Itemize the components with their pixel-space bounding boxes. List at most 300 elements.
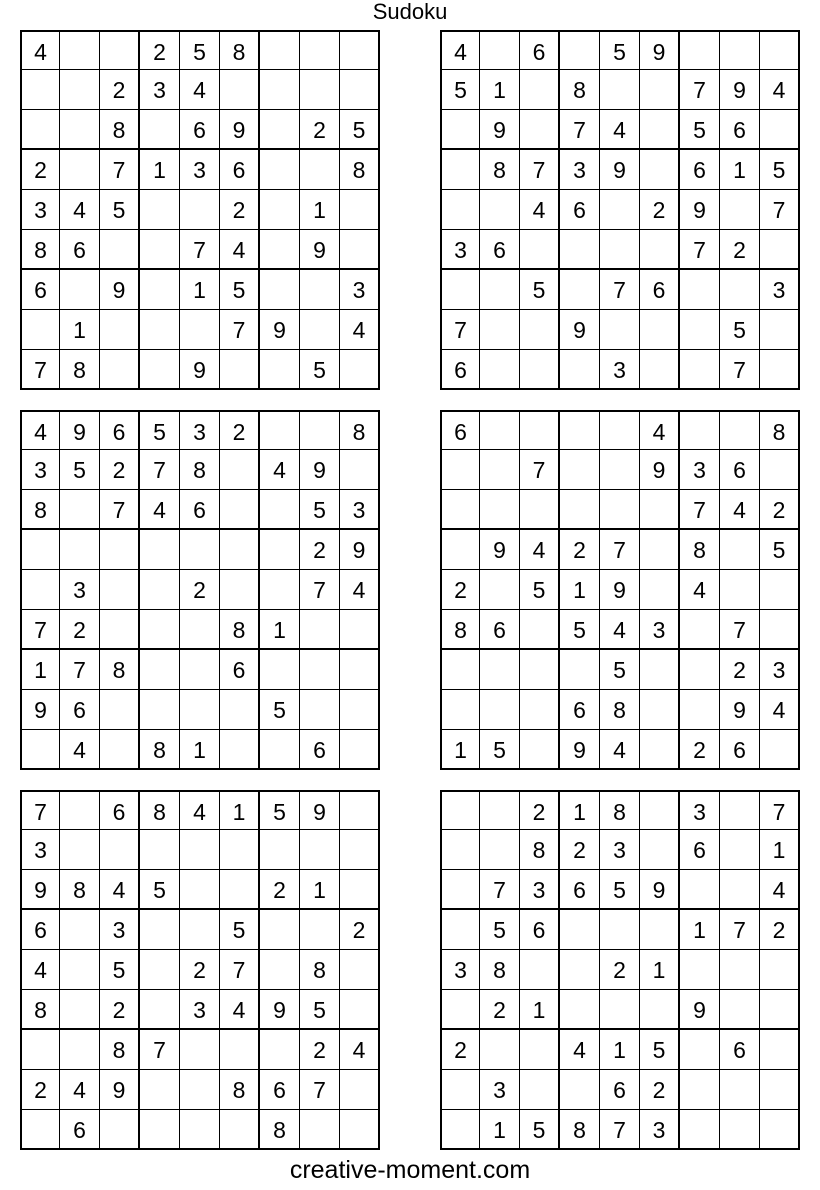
sudoku-cell [640,650,680,690]
sudoku-puzzle-3 [20,410,380,770]
sudoku-cell: 3 [480,1070,520,1110]
sudoku-cell [60,270,100,310]
sudoku-cell [140,350,180,390]
sudoku-cell [180,530,220,570]
sudoku-cell: 2 [220,410,260,450]
sudoku-cell: 1 [300,870,340,910]
sudoku-cell [260,1030,300,1070]
sudoku-cell: 5 [720,310,760,350]
sudoku-cell [60,830,100,870]
sudoku-cell [760,310,800,350]
sudoku-cell: 6 [680,830,720,870]
sudoku-cell: 9 [260,990,300,1030]
sudoku-cell: 8 [60,870,100,910]
sudoku-cell: 1 [440,730,480,770]
sudoku-cell: 6 [100,790,140,830]
sudoku-cell [60,30,100,70]
sudoku-cell: 9 [480,110,520,150]
sudoku-cell [440,990,480,1030]
sudoku-cell [340,1110,380,1150]
sudoku-cell: 1 [180,730,220,770]
sudoku-cell [260,110,300,150]
sudoku-cell: 8 [480,150,520,190]
sudoku-cell: 7 [480,870,520,910]
sudoku-cell: 3 [60,570,100,610]
sudoku-cell [180,610,220,650]
sudoku-cell: 7 [600,1110,640,1150]
page-title: Sudoku [372,0,448,24]
sudoku-cell: 2 [560,830,600,870]
sudoku-cell [140,1110,180,1150]
sudoku-cell [520,350,560,390]
sudoku-cell: 5 [680,110,720,150]
sudoku-cell [640,730,680,770]
sudoku-cell: 5 [220,270,260,310]
sudoku-cell [720,1110,760,1150]
sudoku-cell: 2 [100,990,140,1030]
sudoku-cell: 2 [680,730,720,770]
sudoku-cell: 5 [140,410,180,450]
sudoku-cell [100,690,140,730]
sudoku-cell: 4 [440,30,480,70]
sudoku-cell [760,950,800,990]
sudoku-cell: 2 [760,490,800,530]
sudoku-cell: 3 [440,950,480,990]
sudoku-cell [260,730,300,770]
sudoku-cell [760,1030,800,1070]
sudoku-cell [440,190,480,230]
sudoku-cell [340,950,380,990]
sudoku-cell [480,830,520,870]
sudoku-cell: 2 [100,70,140,110]
sudoku-cell: 2 [720,230,760,270]
sudoku-cell: 5 [340,110,380,150]
sudoku-cell: 4 [220,230,260,270]
sudoku-cell: 2 [340,910,380,950]
sudoku-cell: 7 [300,1070,340,1110]
sudoku-cell [260,270,300,310]
sudoku-cell: 8 [180,450,220,490]
sudoku-cell [720,30,760,70]
sudoku-cell [600,910,640,950]
sudoku-cell: 8 [100,650,140,690]
sudoku-cell [300,270,340,310]
sudoku-cell [340,690,380,730]
sudoku-cell [720,570,760,610]
sudoku-cell: 2 [60,610,100,650]
sudoku-cell: 1 [560,570,600,610]
sudoku-cell: 5 [220,910,260,950]
sudoku-cell: 5 [560,610,600,650]
sudoku-cell [440,830,480,870]
sudoku-cell: 3 [340,270,380,310]
sudoku-cell: 7 [20,350,60,390]
sudoku-cell: 9 [720,690,760,730]
sudoku-cell [720,990,760,1030]
sudoku-cell [560,650,600,690]
sudoku-cell: 2 [300,110,340,150]
sudoku-cell [440,1070,480,1110]
sudoku-cell: 9 [640,870,680,910]
sudoku-cell [480,310,520,350]
sudoku-cell: 8 [600,690,640,730]
sudoku-cell [180,870,220,910]
sudoku-cell [340,610,380,650]
sudoku-cell: 3 [180,410,220,450]
sudoku-cell [100,570,140,610]
sudoku-cell [300,70,340,110]
sudoku-cell [260,190,300,230]
sudoku-cell: 3 [340,490,380,530]
sudoku-puzzle-2 [440,30,800,390]
sudoku-cell [300,910,340,950]
sudoku-cell: 8 [260,1110,300,1150]
sudoku-cell: 1 [140,150,180,190]
sudoku-cell: 8 [140,790,180,830]
sudoku-cell: 8 [100,1030,140,1070]
sudoku-cell [560,270,600,310]
sudoku-cell: 4 [60,730,100,770]
sudoku-cell [440,530,480,570]
sudoku-cell [220,350,260,390]
sudoku-cell: 7 [680,230,720,270]
sudoku-cell [260,230,300,270]
sudoku-cell [560,1070,600,1110]
sudoku-puzzle-6 [440,790,800,1150]
sudoku-cell [340,1070,380,1110]
sudoku-cell [60,110,100,150]
sudoku-cell [640,230,680,270]
sudoku-cell [560,230,600,270]
sudoku-cell: 6 [180,110,220,150]
sudoku-cell: 5 [480,910,520,950]
sudoku-cell [440,790,480,830]
sudoku-cell: 9 [260,310,300,350]
sudoku-cell: 9 [680,190,720,230]
sudoku-cell: 4 [20,950,60,990]
sudoku-cell [300,650,340,690]
sudoku-cell: 4 [20,30,60,70]
sudoku-cell [680,1070,720,1110]
sudoku-cell [440,650,480,690]
sudoku-cell [60,950,100,990]
sudoku-cell [760,570,800,610]
sudoku-cell: 6 [560,190,600,230]
sudoku-cell: 6 [220,150,260,190]
sudoku-cell [480,570,520,610]
sudoku-cell [260,830,300,870]
sudoku-cell: 1 [480,1110,520,1150]
sudoku-puzzle-4 [440,410,800,770]
sudoku-cell [640,790,680,830]
sudoku-cell [440,690,480,730]
sudoku-cell [220,530,260,570]
sudoku-cell: 8 [340,410,380,450]
sudoku-cell [680,270,720,310]
sudoku-cell [260,570,300,610]
sudoku-cell: 4 [340,1030,380,1070]
sudoku-cell: 9 [560,730,600,770]
sudoku-cell: 7 [100,150,140,190]
sudoku-cell: 3 [180,150,220,190]
sudoku-cell [600,450,640,490]
sudoku-cell [100,610,140,650]
sudoku-cell: 2 [20,150,60,190]
sudoku-cell [340,70,380,110]
sudoku-cell [560,410,600,450]
sudoku-cell: 5 [600,870,640,910]
sudoku-cell [60,990,100,1030]
sudoku-cell [680,30,720,70]
sudoku-cell [440,1110,480,1150]
sudoku-cell [60,70,100,110]
sudoku-cell: 9 [180,350,220,390]
sudoku-cell [140,570,180,610]
sudoku-cell: 8 [300,950,340,990]
sudoku-cell [100,30,140,70]
sudoku-cell [180,1030,220,1070]
sudoku-cell [520,410,560,450]
sudoku-cell [720,190,760,230]
sudoku-cell [260,350,300,390]
sudoku-cell: 5 [520,270,560,310]
sudoku-cell: 2 [720,650,760,690]
sudoku-cell: 7 [680,490,720,530]
sudoku-cell [440,870,480,910]
sudoku-cell: 7 [60,650,100,690]
sudoku-cell: 9 [300,230,340,270]
sudoku-cell: 7 [140,450,180,490]
sudoku-cell [60,1030,100,1070]
sudoku-cell [100,530,140,570]
sudoku-cell: 7 [520,450,560,490]
sudoku-cell [640,350,680,390]
sudoku-cell: 6 [20,910,60,950]
sudoku-cell [260,650,300,690]
sudoku-cell [100,830,140,870]
sudoku-cell [680,950,720,990]
sudoku-cell [260,490,300,530]
sudoku-cell [520,310,560,350]
sudoku-cell [20,570,60,610]
sudoku-cell [520,1070,560,1110]
sudoku-cell: 8 [140,730,180,770]
sudoku-cell [440,110,480,150]
sudoku-cell: 7 [220,310,260,350]
sudoku-cell [560,450,600,490]
sudoku-cell: 6 [560,690,600,730]
sudoku-cell [520,730,560,770]
sudoku-cell [100,310,140,350]
sudoku-cell: 9 [600,570,640,610]
sudoku-cell: 7 [720,910,760,950]
sudoku-cell: 6 [440,350,480,390]
sudoku-cell: 7 [760,190,800,230]
sudoku-cell: 4 [560,1030,600,1070]
sudoku-cell [600,70,640,110]
sudoku-cell [220,730,260,770]
sudoku-cell: 5 [520,1110,560,1150]
sudoku-cell: 7 [300,570,340,610]
sudoku-cell [340,30,380,70]
sudoku-cell [20,70,60,110]
sudoku-cell [520,1030,560,1070]
sudoku-cell: 5 [300,350,340,390]
sudoku-cell [480,450,520,490]
sudoku-cell [140,910,180,950]
sudoku-cell: 1 [300,190,340,230]
sudoku-cell [520,610,560,650]
sudoku-cell: 2 [640,190,680,230]
sudoku-cell [300,410,340,450]
sudoku-cell [640,570,680,610]
sudoku-cell [720,1070,760,1110]
sudoku-cell [140,310,180,350]
sudoku-cell [340,650,380,690]
sudoku-cell: 6 [60,230,100,270]
sudoku-cell: 9 [720,70,760,110]
sudoku-cell [680,650,720,690]
sudoku-cell: 8 [60,350,100,390]
sudoku-cell [520,70,560,110]
sudoku-cell: 6 [480,610,520,650]
sudoku-cell [480,270,520,310]
sudoku-cell: 8 [100,110,140,150]
sudoku-cell [480,1030,520,1070]
sudoku-cell [340,990,380,1030]
sudoku-cell: 1 [60,310,100,350]
sudoku-cell: 6 [600,1070,640,1110]
sudoku-cell: 7 [720,610,760,650]
sudoku-cell: 2 [100,450,140,490]
sudoku-cell [640,530,680,570]
sudoku-cell [260,410,300,450]
sudoku-cell: 5 [260,690,300,730]
sudoku-cell [140,530,180,570]
sudoku-cell [480,490,520,530]
sudoku-cell [560,30,600,70]
sudoku-cell [340,870,380,910]
sudoku-cell [300,150,340,190]
sudoku-cell: 6 [220,650,260,690]
sudoku-cell: 4 [340,570,380,610]
sudoku-cell: 4 [600,730,640,770]
sudoku-cell: 3 [140,70,180,110]
sudoku-cell [440,450,480,490]
sudoku-cell [720,410,760,450]
sudoku-cell: 6 [300,730,340,770]
sudoku-cell [680,1030,720,1070]
sudoku-cell: 9 [20,690,60,730]
sudoku-cell [220,490,260,530]
sudoku-cell [760,990,800,1030]
sudoku-cell [20,310,60,350]
sudoku-cell [140,690,180,730]
sudoku-cell: 4 [100,870,140,910]
sudoku-cell: 6 [720,110,760,150]
sudoku-cell [520,650,560,690]
sudoku-cell: 3 [440,230,480,270]
sudoku-cell [560,490,600,530]
sudoku-cell: 6 [720,1030,760,1070]
sudoku-cell: 8 [220,1070,260,1110]
sudoku-cell: 4 [520,190,560,230]
sudoku-cell [220,830,260,870]
sudoku-cell: 6 [520,30,560,70]
sudoku-cell [680,1110,720,1150]
sudoku-cell [480,790,520,830]
sudoku-cell [760,350,800,390]
sudoku-cell [640,310,680,350]
sudoku-cell [140,110,180,150]
sudoku-cell: 3 [20,450,60,490]
sudoku-cell: 8 [20,990,60,1030]
sudoku-cell [680,870,720,910]
sudoku-cell [300,610,340,650]
sudoku-puzzle-1 [20,30,380,390]
sudoku-cell: 8 [440,610,480,650]
sudoku-cell: 1 [680,910,720,950]
sudoku-cell: 8 [760,410,800,450]
sudoku-cell: 2 [600,950,640,990]
sudoku-cell: 3 [760,270,800,310]
sudoku-cell [480,350,520,390]
sudoku-cell: 2 [640,1070,680,1110]
sudoku-cell [720,530,760,570]
sudoku-cell: 7 [760,790,800,830]
sudoku-cell [180,910,220,950]
sudoku-cell: 6 [560,870,600,910]
sudoku-cell: 6 [680,150,720,190]
sudoku-cell: 4 [600,610,640,650]
sudoku-cell [640,910,680,950]
sudoku-cell [20,110,60,150]
sudoku-cell: 5 [300,990,340,1030]
sudoku-cell: 9 [480,530,520,570]
sudoku-cell: 5 [760,150,800,190]
sudoku-cell: 4 [260,450,300,490]
sudoku-cell [760,1070,800,1110]
sudoku-cell [100,1110,140,1150]
sudoku-cell: 4 [760,690,800,730]
sudoku-cell: 8 [560,1110,600,1150]
sudoku-cell: 5 [600,30,640,70]
sudoku-cell: 7 [600,530,640,570]
sudoku-cell: 7 [100,490,140,530]
sudoku-cell: 5 [100,950,140,990]
sudoku-cell [480,690,520,730]
sudoku-cell: 4 [520,530,560,570]
sudoku-cell: 2 [480,990,520,1030]
sudoku-cell [140,830,180,870]
sudoku-cell [760,610,800,650]
sudoku-cell [440,270,480,310]
sudoku-cell: 7 [680,70,720,110]
sudoku-cell [600,190,640,230]
sudoku-cell: 6 [180,490,220,530]
sudoku-cell: 9 [220,110,260,150]
sudoku-cell: 7 [560,110,600,150]
sudoku-cell [60,790,100,830]
sudoku-cell: 8 [220,30,260,70]
sudoku-cell [220,690,260,730]
sudoku-cell: 4 [680,570,720,610]
sudoku-cell: 1 [180,270,220,310]
sudoku-cell: 4 [600,110,640,150]
sudoku-cell [440,150,480,190]
sudoku-cell: 2 [760,910,800,950]
sudoku-cell: 3 [640,610,680,650]
